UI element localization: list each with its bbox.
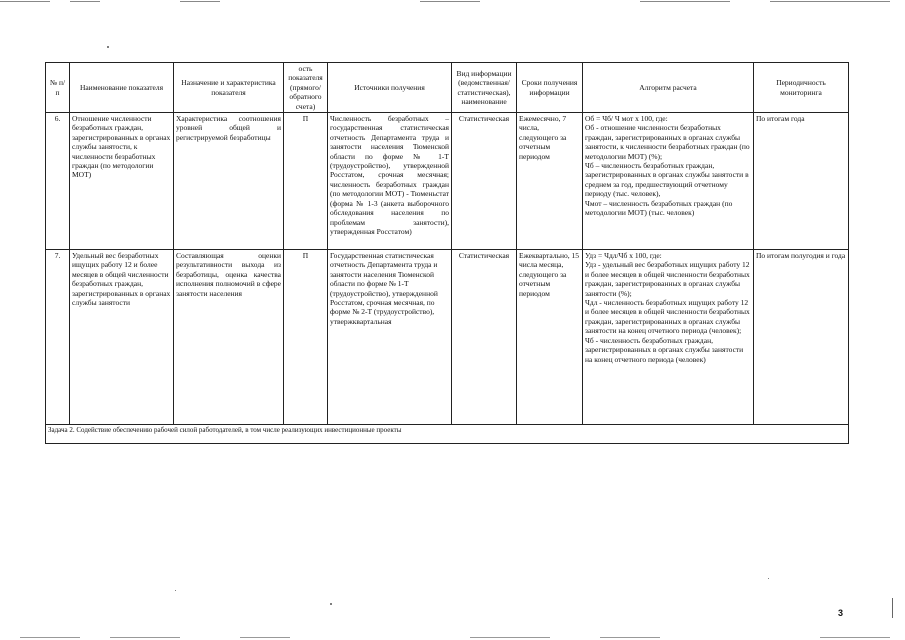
header-name: Наименование показателя [70, 63, 174, 113]
row-info-type: Статистическая [452, 113, 517, 250]
table-header-row [46, 63, 849, 113]
indicators-table [45, 62, 849, 444]
task-2-heading: Задача 2. Содействие обеспечению рабочей силой работодателей, в том числе реализующих инвестиционные проекты [46, 425, 849, 444]
row-deadline: Ежемесячно, 7 числа, следующего за отчетным периодом [517, 113, 583, 250]
row-num: 6. [46, 113, 70, 250]
table-row [46, 250, 849, 425]
algorithm-line: Чмот – численность безработных граждан (по методологии МОТ) (тыс. человек) [585, 198, 733, 218]
header-periodicity: Периодичность мониторинга [754, 63, 849, 113]
row-num: 7. [46, 250, 70, 425]
scan-speck [107, 46, 109, 48]
row-sources: Численность безработных – государственная статистическая отчетность Департамента труда и занятости населения Тюменской области по форме № 1-Т (трудоустройство), утвержденной Росстатом, срочная месячная; численность безработных граждан (по методологии МОТ) - Тюменьстат (форма № 1-3 (анкета выборочного обследования населения по проблемам занятости), утвержденная Росстатом) [328, 113, 452, 250]
scan-edge-mark [892, 598, 893, 618]
row-direction: П [284, 250, 328, 425]
header-algorithm: Алгоритм расчета [583, 63, 754, 113]
task-row [46, 425, 849, 444]
row-algorithm [583, 113, 754, 250]
header-deadline: Сроки получения информации [517, 63, 583, 113]
scan-bottom-border [0, 637, 905, 639]
algorithm-line: Чдл - численность безработных ищущих работу 12 и более месяцев в общей численности безработных граждан, зарегистрированных в органах службы занятости на конец отчетного периода (человек); [585, 298, 750, 336]
page-number: 3 [838, 608, 844, 618]
row-periodicity: По итогам года [754, 113, 849, 250]
scan-speck [175, 590, 176, 591]
scan-top-border [0, 1, 905, 3]
scan-speck [330, 603, 332, 605]
header-num: № п/п [46, 63, 70, 113]
row-deadline: Ежеквартально, 15 числа месяца, следующего за отчетным периодом [517, 250, 583, 425]
header-info-type: Вид информации (ведомственная/ статистическая), наименование [452, 63, 517, 113]
algorithm-line: Чб - численность безработных граждан, зарегистрированных в органах службы занятости на конец отчетного периода (человек) [585, 335, 744, 364]
header-sources: Источники получения [328, 63, 452, 113]
row-purpose: Составляющая оценки результативности выхода из безработицы, оценка качества исполнения полномочий в сфере занятости населения [174, 250, 284, 425]
row-name: Удельный вес безработных ищущих работу 12 и более месяцев в общей численности безработных граждан, зарегистрированных в органах службы занятости [70, 250, 174, 425]
row-periodicity: По итогам полугодия и года [754, 250, 849, 425]
scan-speck [768, 578, 769, 579]
row-direction: П [284, 113, 328, 250]
table-row [46, 113, 849, 250]
row-sources: Государственная статистическая отчетность Департамента труда и занятости населения Тюменской области по форме № 1-Т (трудоустройство), утвержденной Росстатом, срочная месячная, по форме № 2-Т (трудоустройство), утвержквартальная [328, 250, 452, 425]
header-purpose: Назначение и характеристика показателя [174, 63, 284, 113]
header-direction: ость показателя (прямого/ обратного счета) [284, 63, 328, 113]
row-info-type: Статистическая [452, 250, 517, 425]
algorithm-line: Об = Чб/ Ч мот х 100, где: [585, 114, 668, 124]
row-purpose: Характеристика соотношения уровней общей и регистрируемой безработицы [174, 113, 284, 250]
row-algorithm [583, 250, 754, 425]
algorithm-line: Об - отношение численности безработных граждан, зарегистрированных в органах службы занятости, к численности безработных граждан (по методологии МОТ) (%); [585, 123, 750, 161]
algorithm-line: Удз = Чдл/Чб х 100, где: [585, 251, 662, 261]
algorithm-line: Чб – численность безработных граждан, зарегистрированных в органах службы занятости в среднем за год, предшествующий отчетному периоду (тыс. человек), [585, 161, 749, 199]
algorithm-line: Удз - удельный вес безработных ищущих работу 12 и более месяцев в общей численности безработных граждан, зарегистрированных в органах службы занятости (%); [585, 260, 750, 298]
row-name: Отношение численности безработных граждан, зарегистрированных в органах службы занятости, к численности безработных граждан (по методологии МОТ) [70, 113, 174, 250]
